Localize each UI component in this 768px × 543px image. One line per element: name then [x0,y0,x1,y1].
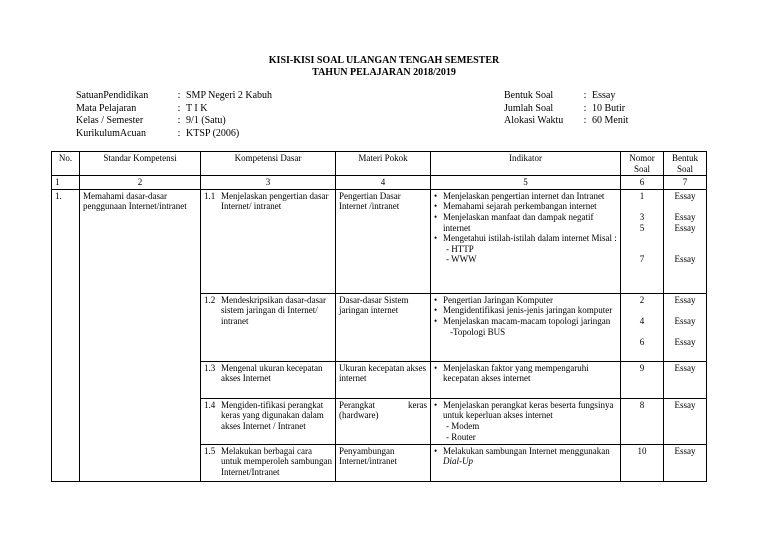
nomor-soal [621,189,664,293]
bentuk-value: Essay [674,211,696,222]
bentuk-value [667,305,703,316]
indikator [431,444,621,481]
indikator-text: Melakukan sambungan Internet menggunakan [443,445,610,456]
info-label: Alokasi Waktu [504,115,564,126]
materi-pokok: Dasar-dasar Sistem jaringan internet [336,293,431,361]
nomor-soal [621,293,664,361]
col-number: 2 [80,176,201,190]
info-label: SatuanPendidikan [76,90,149,101]
bentuk-value: Essay [674,254,696,265]
nomor-value: 6 [639,337,645,348]
col-number: 3 [201,176,336,190]
header-indikator: Indikator [431,152,621,176]
info-right: Bentuk Soal : Essay Jumlah Soal : 10 Butir Alokasi Waktu : 60 Menit [504,90,629,126]
nomor-value: 2 [639,294,645,305]
kd-text: Mendeskripsikan dasar-dasar sistem jaringan di Internet/ intranet [221,294,327,326]
nomor-value: 3 [639,211,645,222]
nomor-soal: 9 [621,361,664,398]
kompetensi-dasar [201,189,336,293]
indikator-item: • Menjelaskan pengertian internet dan Intranet [434,191,617,202]
info-label: Kelas / Semester [76,115,144,126]
indikator-subitem: - Modem [446,420,480,431]
col-number: 4 [336,176,431,190]
indikator-subitem: - HTTP [446,243,474,254]
nomor-value [624,244,660,255]
kd-text: Melakukan berbagai cara untuk memperoleh sambungan Internet/Intranet [221,445,332,477]
materi-word: Perangkat [339,399,375,410]
nomor-value [624,201,660,212]
bentuk-value [667,233,703,244]
col-number: 1 [52,176,80,190]
nomor-value [624,327,660,338]
nomor-soal: 10 [621,444,664,481]
materi-pokok: Penyambungan Internet/intranet [336,444,431,481]
standar-kompetensi: Memahami dasar-dasar penggunaan Internet/intranet [80,189,201,481]
header-bentuk-soal: Bentuk Soal [664,152,707,176]
document-title-line2: TAHUN PELAJARAN 2018/2019 [312,67,456,78]
indikator-item: • Menjelaskan perangkat keras beserta fungsinya untuk keperluan akses internet [434,400,617,421]
info-value: 60 Menit [592,115,629,126]
kd-number: 1.2 [204,294,216,305]
indikator-item: • Mengetahui istilah-istilah dalam internet Misal : [434,233,617,244]
indikator [431,189,621,293]
kisi-kisi-table [51,151,707,482]
kompetensi-dasar [201,293,336,361]
kd-text: Mengiden-tifikasi perangkat keras yang digunakan dalam akses Internet / Intranet [221,399,324,431]
nomor-value: 7 [639,254,645,265]
bentuk-value: Essay [674,222,696,233]
indikator-item: • Menjelaskan manfaat dan dampak negatif internet [434,212,617,233]
nomor-value: 1 [639,190,645,201]
nomor-value [624,233,660,244]
header-no: No. [52,152,80,176]
indikator-emphasis: Dial-Up [443,456,473,467]
indikator [431,398,621,444]
table-row [52,189,707,293]
bentuk-value [667,327,703,338]
bentuk-value: Essay [674,294,696,305]
bentuk-value: Essay [674,190,696,201]
header-standar-kompetensi: Standar Kompetensi [80,152,201,176]
col-number: 6 [621,176,664,190]
kd-number: 1.3 [204,362,216,373]
kd-text: Mengenal ukuran kecepatan akses Internet [221,362,323,384]
indikator-item: • Memahami sejarah perkembangan internet [434,201,617,212]
bentuk-value: Essay [674,337,696,348]
info-value: Essay [592,90,616,101]
indikator-subitem: -Topologi BUS [450,326,506,337]
kd-number: 1.4 [204,399,216,410]
kompetensi-dasar [201,398,336,444]
materi-pokok [336,398,431,444]
indikator-item: • Mengidentifikasi jenis-jenis jaringan komputer [434,305,617,316]
indikator [431,361,621,398]
indikator-subitem: - Router [446,431,476,442]
info-label: Bentuk Soal [504,90,554,101]
document-title-line1: KISI-KISI SOAL ULANGAN TENGAH SEMESTER [268,55,500,66]
indikator-subitem: - WWW [446,254,477,265]
info-value: 10 Butir [592,102,626,114]
kd-text: Menjelaskan pengertian dasar Internet/ intranet [221,190,329,212]
bentuk-soal: Essay [664,398,707,444]
info-value: KTSP (2006) [186,127,240,139]
col-number: 5 [431,176,621,190]
bentuk-soal: Essay [664,444,707,481]
materi-word: (hardware) [339,410,379,421]
header-nomor-soal: Nomor Soal [621,152,664,176]
info-label: KurikulumAcuan [76,127,146,139]
indikator-item [434,446,617,467]
info-label: Mata Pelajaran [76,102,137,114]
indikator-item: • Pengertian Jaringan Komputer [434,295,617,306]
nomor-value: 5 [639,222,645,233]
nomor-soal: 8 [621,398,664,444]
kd-number: 1.1 [204,190,216,201]
materi-pokok: Ukuran kecepatan akses internet [336,361,431,398]
col-number: 7 [664,176,707,190]
indikator [431,293,621,361]
bentuk-value [667,244,703,255]
bentuk-value: Essay [674,315,696,326]
bentuk-soal [664,189,707,293]
info-value: T I K [186,102,208,114]
materi-pokok: Pengertian Dasar Internet /intranet [336,189,431,293]
info-left: SatuanPendidikan : SMP Negeri 2 Kabuh Mata Pelajaran : T I K Kelas / Semester : 9/1 (Satu) KurikulumAcuan : KTSP (2006) [76,90,273,139]
nomor-value [624,305,660,316]
header-materi-pokok: Materi Pokok [336,152,431,176]
bentuk-soal: Essay [664,361,707,398]
indikator-item: • Menjelaskan faktor yang mempengaruhi kecepatan akses internet [434,363,617,384]
header-kompetensi-dasar: Kompetensi Dasar [201,152,336,176]
row-no: 1. [52,189,80,481]
kompetensi-dasar [201,361,336,398]
indikator-item: • Menjelaskan macam-macam topologi jaringan [434,316,617,327]
kompetensi-dasar [201,444,336,481]
info-value: SMP Negeri 2 Kabuh [186,90,273,101]
bentuk-value [667,201,703,212]
materi-word: keras [408,399,427,410]
info-label: Jumlah Soal [504,102,554,114]
bentuk-soal [664,293,707,361]
kd-number: 1.5 [204,445,216,456]
info-value: 9/1 (Satu) [186,115,226,126]
nomor-value: 4 [639,315,645,326]
